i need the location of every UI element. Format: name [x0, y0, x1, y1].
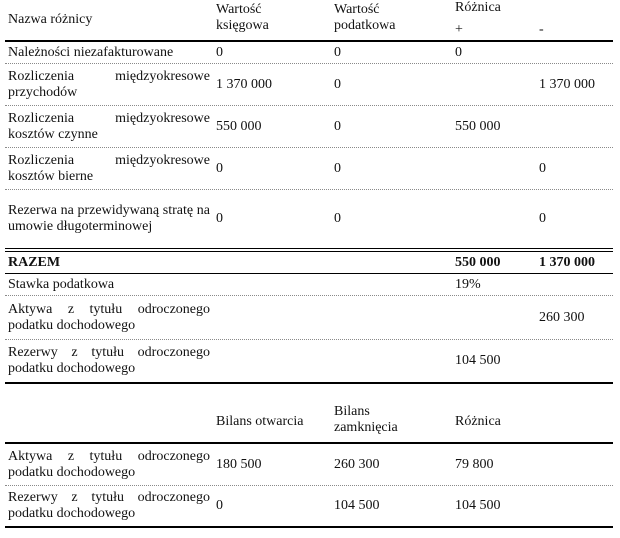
row-difference-minus: 1 370 000: [539, 76, 595, 92]
row-label: Rozliczenia międzyokresowe przychodów: [8, 68, 210, 100]
row-difference-plus: [455, 64, 535, 105]
header-tax-line1: Wartość: [334, 2, 380, 17]
header-difference-line1: Różnica: [455, 0, 501, 15]
row-difference-minus: 0: [539, 211, 546, 226]
deferred-tax-reserve-label: Rezerwy z tytułu odroczonego podatku dochodowego: [8, 345, 210, 376]
total-row: [5, 252, 613, 274]
row-closing-balance: 104 500: [334, 498, 380, 513]
tax-rate-row: [5, 274, 613, 296]
table-row: [5, 106, 613, 148]
header-tax-line2: podatkowa: [334, 18, 396, 33]
row-difference-plus: 550 000: [455, 118, 501, 134]
header-closing-balance: [334, 402, 452, 442]
header-book-value: [216, 0, 331, 40]
header-closing-line2: zamknięcia: [334, 420, 398, 435]
header-closing-line1: Bilans: [334, 404, 370, 419]
row-label: Rezerwa na przewidywaną stratę na umowie długoterminowej: [8, 203, 210, 234]
row-book-value: 550 000: [216, 118, 262, 134]
row-tax-value: 0: [334, 76, 341, 92]
total-difference-minus: 1 370 000: [539, 254, 595, 270]
tax-rate-label: Stawka podatkowa: [8, 276, 115, 292]
header-difference-plus: +: [455, 22, 463, 37]
header-book-line1: Wartość: [216, 2, 262, 17]
table-row: [5, 444, 613, 486]
row-difference-minus: [539, 42, 613, 63]
row-book-value: 0: [216, 160, 223, 176]
deferred-tax-asset-value: 260 300: [539, 309, 585, 325]
deferred-tax-asset-label: Aktywa z tytułu odroczonego podatku dochodowego: [8, 301, 210, 333]
table2-header-row: [5, 402, 613, 444]
table-row: [5, 486, 613, 528]
row-label: Rozliczenia międzyokresowe kosztów bierne: [8, 152, 210, 184]
row-balance-difference: 79 800: [455, 456, 494, 472]
deferred-tax-asset-row: [5, 296, 613, 340]
header-difference: [455, 0, 535, 40]
row-label: Rezerwy z tytułu odroczonego podatku dochodowego: [8, 490, 210, 521]
row-tax-value: 0: [334, 211, 341, 226]
row-book-value: 0: [216, 44, 223, 60]
row-difference-minus: 0: [539, 160, 546, 176]
table-row: [5, 190, 613, 252]
row-label: Należności niezafakturowane: [8, 44, 174, 60]
row-difference-plus: [455, 190, 535, 248]
total-label: RAZEM: [8, 254, 61, 270]
table1-header-row: [5, 0, 613, 42]
row-book-value: 1 370 000: [216, 76, 272, 92]
total-difference-plus: 550 000: [455, 254, 501, 270]
row-difference-plus: 0: [455, 44, 462, 60]
deferred-tax-reserve-row: [5, 340, 613, 384]
header-tax-value: [334, 0, 452, 40]
table-row: [5, 42, 613, 64]
row-difference-minus: [539, 106, 613, 147]
row-label: Rozliczenia międzyokresowe kosztów czynne: [8, 110, 210, 142]
row-closing-balance: 260 300: [334, 456, 380, 472]
row-opening-balance: 180 500: [216, 456, 262, 472]
table-row: [5, 148, 613, 190]
row-tax-value: 0: [334, 160, 341, 176]
header-difference-name: Nazwa różnicy: [8, 12, 93, 27]
row-difference-plus: [455, 148, 535, 189]
header-difference-minus: -: [539, 22, 544, 37]
tax-rate-value: 19%: [455, 276, 481, 292]
row-book-value: 0: [216, 211, 223, 226]
row-opening-balance: 0: [216, 498, 223, 513]
row-tax-value: 0: [334, 118, 341, 134]
row-balance-difference: 104 500: [455, 498, 501, 513]
header-balance-difference: Różnica: [455, 414, 501, 429]
row-tax-value: 0: [334, 44, 341, 60]
deferred-tax-reserve-value: 104 500: [455, 353, 501, 368]
row-label: Aktywa z tytułu odroczonego podatku dochodowego: [8, 448, 210, 480]
header-opening-balance: Bilans otwarcia: [216, 414, 304, 429]
table-row: [5, 64, 613, 106]
header-book-line2: księgowa: [216, 18, 269, 33]
